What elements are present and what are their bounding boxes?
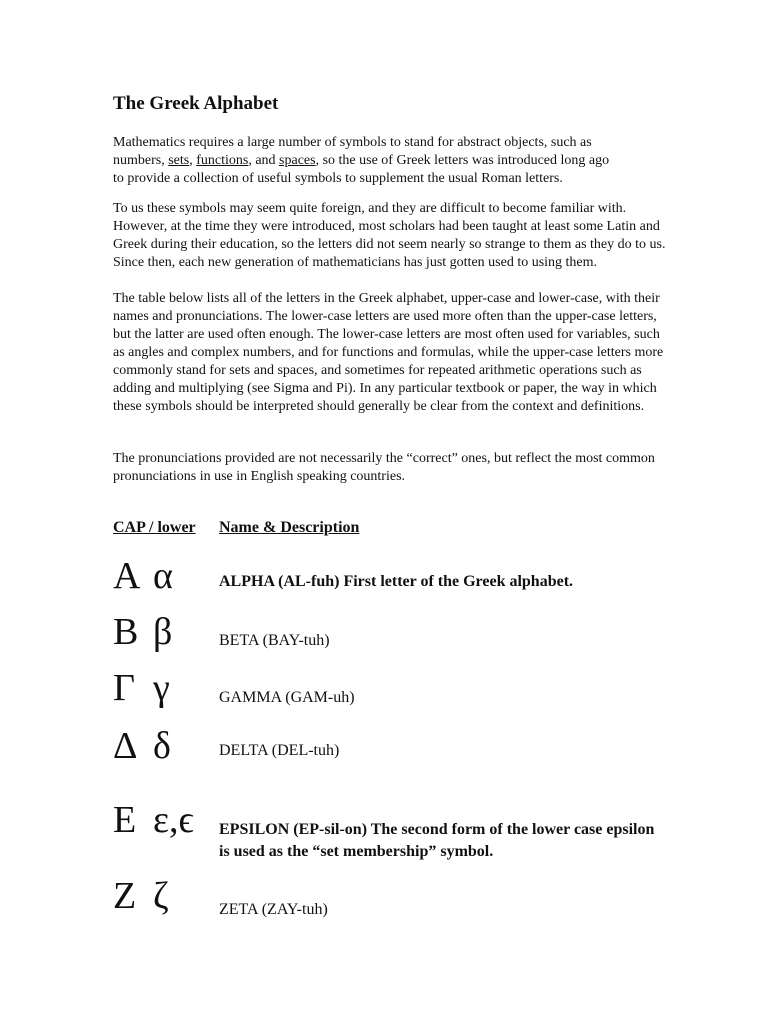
lowercase-letter: β [153, 611, 173, 653]
letter-description: ZETA (ZAY-tuh) [219, 901, 328, 918]
letter-glyphs [113, 556, 173, 596]
intro-line: to provide a collection of useful symbols to supplement the usual Roman letters. [113, 171, 563, 186]
lowercase-letter: α [153, 555, 173, 597]
lowercase-letter: ε,ϵ [153, 799, 194, 841]
uppercase-letter: Γ [113, 667, 135, 709]
lowercase-letter: ζ [153, 875, 169, 917]
uppercase-letter: Α [113, 555, 141, 597]
uppercase-letter: Ζ [113, 875, 137, 917]
functions-link[interactable]: functions [196, 153, 249, 168]
letter-glyphs [113, 612, 172, 652]
letter-description: GAMMA (GAM-uh) [219, 689, 355, 706]
uppercase-letter: Ε [113, 799, 137, 841]
pronunciation-note-paragraph: The pronunciations provided are not necessarily the “correct” ones, but reflect the most common pronunciations in use in English speaking countries. [113, 451, 655, 484]
letter-glyphs [113, 800, 194, 840]
column-header-name-description: Name & Description [219, 519, 360, 536]
letter-glyphs [113, 668, 170, 708]
letter-glyphs [113, 876, 169, 916]
column-header-cap-lower: CAP / lower [113, 519, 196, 536]
letter-description: DELTA (DEL-tuh) [219, 742, 340, 759]
intro-text: , so the use of Greek letters was introduced long ago [315, 153, 610, 168]
letter-description: ALPHA (AL-fuh) First letter of the Greek alphabet. [219, 573, 574, 590]
intro-text: , and [248, 153, 280, 168]
history-paragraph: To us these symbols may seem quite foreign, and they are difficult to become familiar with. However, at the time they were introduced, most scholars had been taught at least some Latin and Greek during their education, so the letters did not seem nearly so strange to them as they do to us. Since then, each new generation of mathematicians has just gotten used to using them. [113, 201, 666, 270]
letter-description: BETA (BAY-tuh) [219, 632, 330, 649]
intro-line: Mathematics requires a large number of symbols to stand for abstract objects, such as [113, 135, 592, 150]
letter-glyphs [113, 726, 171, 766]
letter-description: EPSILON (EP-sil-on) The second form of the lower case epsilon is used as the “set membership” symbol. [219, 821, 655, 860]
sets-link[interactable]: sets [168, 153, 190, 168]
intro-paragraph [113, 134, 673, 188]
intro-text: numbers, [113, 153, 169, 168]
spaces-link[interactable]: spaces [279, 153, 316, 168]
page-title: The Greek Alphabet [113, 93, 279, 114]
lowercase-letter: δ [153, 725, 171, 767]
uppercase-letter: Β [113, 611, 139, 653]
uppercase-letter: Δ [113, 725, 138, 767]
table-explanation-paragraph: The table below lists all of the letters in the Greek alphabet, upper-case and lower-case, with their names and pronunciations. The lower-case letters are used more often than the upper-case letters, but the latter are used often enough. The lower-case letters are most often used for variables, such as angles and complex numbers, and for functions and formulas, while the upper-case letters more commonly stand for sets and spaces, and sometimes for repeated arithmetic operations such as adding and multiplying (see Sigma and Pi). In any particular textbook or paper, the way in which these symbols should be interpreted should generally be clear from the context and definitions. [113, 291, 664, 414]
lowercase-letter: γ [153, 667, 170, 709]
intro-text: , [189, 153, 197, 168]
